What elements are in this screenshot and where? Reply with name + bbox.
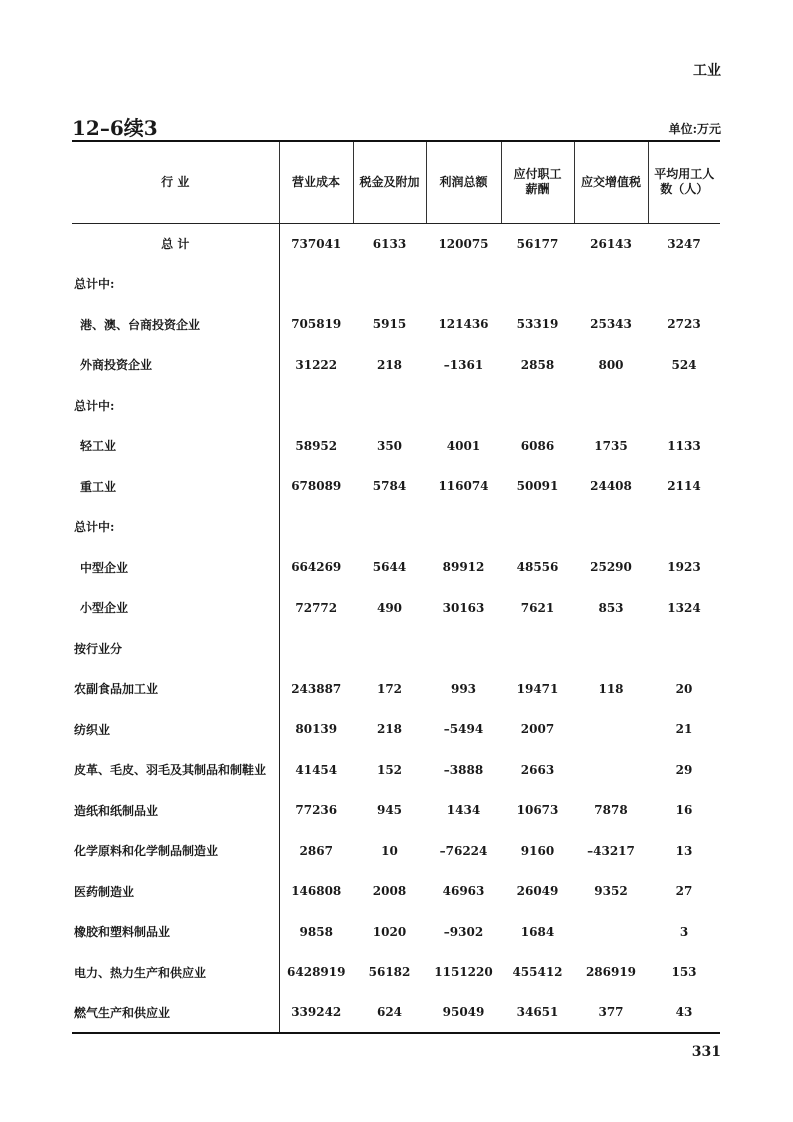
table-row (72, 831, 720, 872)
cell-workers: 21 (675, 722, 693, 737)
cell-tax (353, 507, 426, 548)
cell-cost: 737041 (291, 236, 342, 251)
cell-tax: 490 (376, 600, 403, 615)
cell-vat (574, 385, 648, 426)
cell-salary: 34651 (516, 1005, 559, 1020)
cell-profit: 1434 (446, 803, 481, 818)
cell-salary (501, 264, 574, 305)
cell-cost (279, 264, 353, 305)
cell-tax: 218 (376, 722, 403, 737)
cell-profit: 46963 (442, 884, 485, 899)
cell-workers: 1923 (667, 560, 701, 575)
cell-cost: 31222 (295, 357, 338, 372)
cell-workers: 3247 (667, 236, 701, 251)
cell-salary (501, 628, 574, 669)
cell-profit: –9302 (443, 924, 484, 939)
cell-workers: 13 (675, 843, 693, 858)
cell-vat: 800 (598, 357, 624, 372)
table-body (72, 223, 720, 1033)
table-row (72, 871, 720, 912)
cell-salary: 455412 (512, 965, 563, 980)
row-label: 港、澳、台商投资企业 (72, 304, 279, 345)
header-tax: 税金及附加 (353, 141, 426, 223)
table-row (72, 750, 720, 791)
table-row (72, 345, 720, 386)
row-label: 纺织业 (72, 709, 279, 750)
cell-tax: 5915 (372, 317, 407, 332)
table-row (72, 669, 720, 710)
cell-tax: 10 (381, 843, 398, 858)
cell-cost: 664269 (291, 560, 342, 575)
cell-salary: 2858 (520, 357, 555, 372)
cell-vat: 377 (598, 1005, 624, 1020)
table-row (72, 426, 720, 467)
cell-tax: 5644 (372, 560, 407, 575)
table-row (72, 628, 720, 669)
row-label: 轻工业 (72, 426, 279, 467)
table-row (72, 223, 720, 264)
cell-workers: 1324 (667, 600, 701, 615)
cell-tax (353, 628, 426, 669)
header-salary-line1: 应付职工 (513, 167, 562, 182)
row-label: 医药制造业 (72, 871, 279, 912)
cell-salary (501, 507, 574, 548)
row-label: 造纸和纸制品业 (72, 790, 279, 831)
cell-salary: 10673 (516, 803, 559, 818)
cell-profit: 89912 (442, 560, 485, 575)
cell-vat: 853 (598, 600, 624, 615)
cell-tax: 218 (376, 357, 403, 372)
cell-profit: 116074 (438, 479, 489, 494)
cell-vat (574, 750, 648, 791)
cell-vat (574, 507, 648, 548)
cell-cost: 58952 (295, 438, 338, 453)
cell-workers: 16 (675, 803, 693, 818)
cell-workers: 1133 (667, 438, 701, 453)
row-label: 橡胶和塑料制品业 (72, 912, 279, 953)
cell-profit: 1151220 (434, 965, 493, 980)
table-row (72, 507, 720, 548)
cell-salary: 56177 (516, 236, 559, 251)
cell-salary: 9160 (520, 843, 555, 858)
cell-vat: 26143 (590, 236, 632, 251)
row-label: 按行业分 (72, 628, 279, 669)
cell-tax: 152 (376, 762, 403, 777)
table-row (72, 912, 720, 953)
cell-salary: 19471 (516, 681, 559, 696)
cell-cost: 339242 (291, 1005, 342, 1020)
cell-salary: 2663 (520, 762, 555, 777)
header-industry: 行 业 (72, 141, 279, 223)
cell-profit: 4001 (446, 438, 481, 453)
cell-vat (574, 264, 648, 305)
header-workers-line1: 平均用工人 (654, 167, 715, 182)
cell-tax: 945 (376, 803, 403, 818)
table-row (72, 993, 720, 1034)
cell-profit (426, 507, 501, 548)
cell-tax: 2008 (372, 884, 407, 899)
cell-profit: –5494 (443, 722, 484, 737)
cell-tax (353, 264, 426, 305)
row-label: 总计中: (72, 507, 279, 548)
data-table-container (72, 140, 720, 1034)
cell-vat (574, 628, 648, 669)
table-row (72, 790, 720, 831)
cell-cost: 41454 (295, 762, 338, 777)
cell-profit: –3888 (443, 762, 484, 777)
cell-profit (426, 264, 501, 305)
cell-tax: 5784 (372, 479, 407, 494)
row-label: 总计中: (72, 264, 279, 305)
cell-cost (279, 507, 353, 548)
cell-cost: 6428919 (287, 965, 346, 980)
cell-profit: –76224 (439, 843, 488, 858)
cell-workers: 3 (679, 924, 689, 939)
cell-cost: 146808 (291, 884, 342, 899)
cell-workers: 2114 (667, 479, 701, 494)
table-row (72, 466, 720, 507)
row-label: 中型企业 (72, 547, 279, 588)
row-label: 化学原料和化学制品制造业 (72, 831, 279, 872)
cell-tax: 350 (376, 438, 403, 453)
cell-salary: 6086 (520, 438, 555, 453)
cell-vat: 286919 (585, 965, 637, 980)
table-row (72, 588, 720, 629)
header-salary (501, 141, 574, 223)
header-workers-line2: 数（人） (660, 182, 709, 197)
unit-label: 单位:万元 (668, 122, 721, 136)
statistics-table (72, 140, 720, 1034)
cell-salary: 2007 (520, 722, 555, 737)
cell-workers: 153 (671, 965, 697, 980)
cell-profit: 95049 (442, 1005, 485, 1020)
cell-salary: 48556 (516, 560, 559, 575)
cell-vat: 1735 (594, 438, 628, 453)
table-row (72, 709, 720, 750)
cell-cost: 2867 (299, 843, 333, 858)
cell-tax: 56182 (368, 965, 411, 980)
table-row (72, 952, 720, 993)
cell-profit (426, 628, 501, 669)
table-row (72, 547, 720, 588)
cell-workers: 2723 (667, 317, 701, 332)
cell-profit: 993 (450, 681, 477, 696)
cell-salary (501, 385, 574, 426)
header-cost: 营业成本 (279, 141, 353, 223)
cell-tax: 6133 (372, 236, 407, 251)
cell-tax: 172 (376, 681, 403, 696)
cell-workers: 27 (675, 884, 693, 899)
cell-cost (279, 628, 353, 669)
header-row (72, 141, 720, 223)
cell-vat (574, 709, 648, 750)
cell-vat: –43217 (587, 843, 635, 858)
row-label: 小型企业 (72, 588, 279, 629)
cell-workers: 20 (675, 681, 693, 696)
cell-tax (353, 385, 426, 426)
cell-salary: 53319 (516, 317, 559, 332)
header-vat: 应交增值税 (574, 141, 648, 223)
cell-salary: 7621 (520, 600, 555, 615)
cell-cost: 705819 (291, 317, 342, 332)
cell-profit: 121436 (438, 317, 489, 332)
cell-profit: 120075 (438, 236, 489, 251)
cell-profit: –1361 (443, 357, 484, 372)
cell-cost: 678089 (291, 479, 342, 494)
header-profit: 利润总额 (426, 141, 501, 223)
table-row (72, 264, 720, 305)
cell-workers: 29 (675, 762, 693, 777)
cell-vat: 118 (598, 681, 624, 696)
row-label: 燃气生产和供应业 (72, 993, 279, 1034)
cell-workers (648, 264, 720, 305)
cell-vat: 24408 (590, 479, 632, 494)
cell-profit (426, 385, 501, 426)
cell-cost: 9858 (299, 924, 333, 939)
section-label: 工业 (693, 63, 721, 79)
row-label: 总 计 (72, 223, 279, 264)
header-salary-line2: 薪酬 (525, 182, 550, 197)
cell-profit: 30163 (442, 600, 485, 615)
cell-workers (648, 507, 720, 548)
cell-workers (648, 628, 720, 669)
row-label: 皮革、毛皮、羽毛及其制品和制鞋业 (72, 750, 279, 791)
cell-cost: 243887 (291, 681, 342, 696)
cell-salary: 50091 (516, 479, 559, 494)
cell-tax: 1020 (372, 924, 407, 939)
cell-vat (574, 912, 648, 953)
cell-tax: 624 (376, 1005, 403, 1020)
table-row (72, 385, 720, 426)
cell-cost: 80139 (295, 722, 338, 737)
cell-vat: 7878 (594, 803, 628, 818)
table-title: 12–6续3 (72, 116, 158, 140)
cell-vat: 9352 (594, 884, 628, 899)
table-row (72, 304, 720, 345)
cell-vat: 25343 (590, 317, 632, 332)
cell-vat: 25290 (590, 560, 632, 575)
cell-workers (648, 385, 720, 426)
cell-salary: 1684 (520, 924, 555, 939)
header-workers (648, 141, 720, 223)
cell-cost: 72772 (295, 600, 338, 615)
page-number: 331 (691, 1044, 721, 1060)
row-label: 外商投资企业 (72, 345, 279, 386)
row-label: 农副食品加工业 (72, 669, 279, 710)
cell-workers: 524 (671, 357, 697, 372)
row-label: 重工业 (72, 466, 279, 507)
cell-workers: 43 (675, 1005, 693, 1020)
row-label: 电力、热力生产和供应业 (72, 952, 279, 993)
cell-cost: 77236 (295, 803, 338, 818)
cell-salary: 26049 (516, 884, 559, 899)
row-label: 总计中: (72, 385, 279, 426)
cell-cost (279, 385, 353, 426)
